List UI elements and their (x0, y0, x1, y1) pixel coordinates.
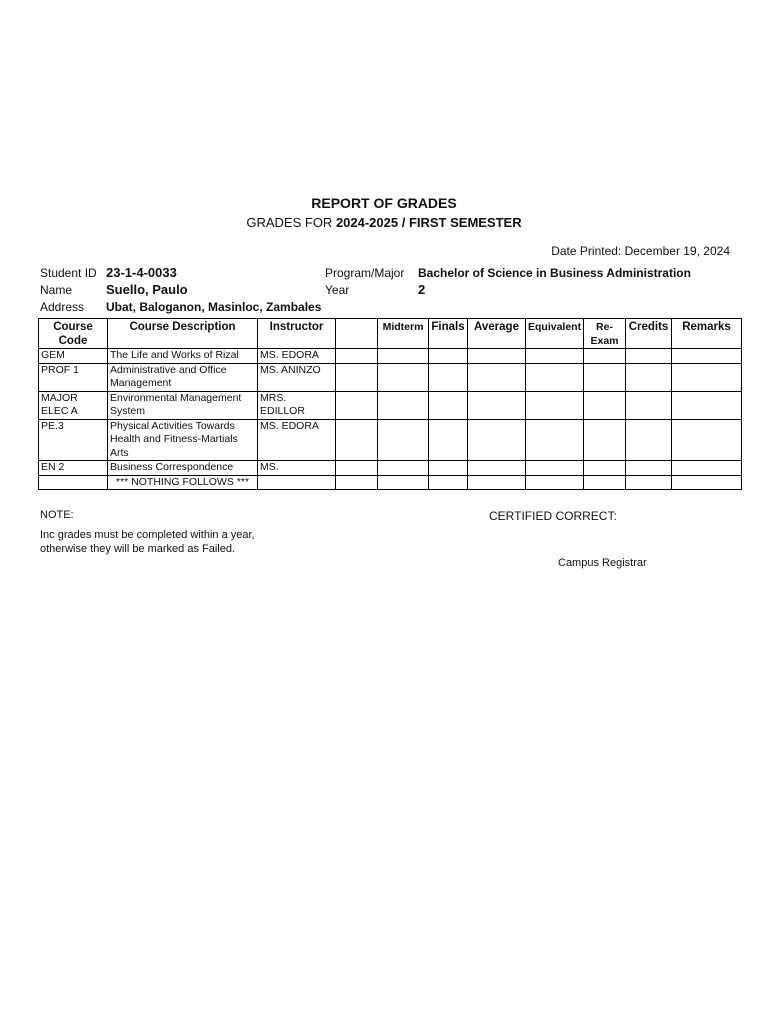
address-label: Address (40, 300, 85, 314)
header-course-code: Course Code (39, 319, 108, 349)
course-description: The Life and Works of Rizal (108, 349, 258, 364)
program-value: Bachelor of Science in Business Administration (418, 266, 691, 280)
header-credits: Credits (626, 319, 672, 349)
nothing-follows: *** NOTHING FOLLOWS *** (108, 475, 258, 490)
date-printed: Date Printed: December 19, 2024 (551, 244, 730, 258)
student-id-label: Student ID (40, 266, 97, 280)
subtitle-prefix: GRADES FOR (246, 215, 336, 230)
certified-correct: CERTIFIED CORRECT: (489, 509, 617, 523)
subtitle-term: 2024-2025 / FIRST SEMESTER (335, 215, 522, 230)
course-code: GEM (39, 349, 108, 364)
course-code: PE.3 (39, 419, 108, 461)
header-average: Average (468, 319, 526, 349)
note-text: Inc grades must be completed within a year, otherwise they will be marked as Failed. (40, 529, 255, 555)
course-description: Business Correspondence (108, 461, 258, 476)
program-label: Program/Major (325, 266, 405, 280)
student-id-value: 23-1-4-0033 (106, 265, 177, 280)
course-description: Physical Activities Towards Health and Fitness-Martials Arts (108, 419, 258, 461)
header-midterm: Midterm (378, 319, 429, 349)
note-label: NOTE: (40, 509, 74, 521)
header-equivalent: Equivalent (526, 319, 584, 349)
instructor: MS. EDORA (258, 349, 336, 364)
report-subtitle (0, 215, 768, 230)
course-code: EN 2 (39, 461, 108, 476)
instructor: MRS. EDILLOR (258, 391, 336, 419)
course-description: Administrative and Office Management (108, 363, 258, 391)
address-value: Ubat, Baloganon, Masinloc, Zambales (106, 300, 322, 314)
grades-table (38, 318, 742, 490)
table-row (39, 391, 742, 419)
table-row (39, 349, 742, 364)
table-row (39, 419, 742, 461)
table-row (39, 363, 742, 391)
header-course-description: Course Description (108, 319, 258, 349)
course-code: PROF 1 (39, 363, 108, 391)
header-instructor: Instructor (258, 319, 336, 349)
table-row-nothing-follows (39, 475, 742, 490)
instructor: MS. ANINZO (258, 363, 336, 391)
name-label: Name (40, 283, 73, 297)
table-row (39, 461, 742, 476)
header-blank (336, 319, 378, 349)
year-label: Year (325, 283, 350, 297)
instructor: MS. (258, 461, 336, 476)
instructor: MS. EDORA (258, 419, 336, 461)
campus-registrar: Campus Registrar (558, 557, 647, 569)
course-code: MAJOR ELEC A (39, 391, 108, 419)
header-remarks: Remarks (672, 319, 742, 349)
course-description: Environmental Management System (108, 391, 258, 419)
header-reexam: Re-Exam (584, 319, 626, 349)
header-finals: Finals (429, 319, 468, 349)
name-value: Suello, Paulo (106, 282, 188, 297)
year-value: 2 (418, 282, 426, 297)
report-title: REPORT OF GRADES (311, 195, 457, 211)
